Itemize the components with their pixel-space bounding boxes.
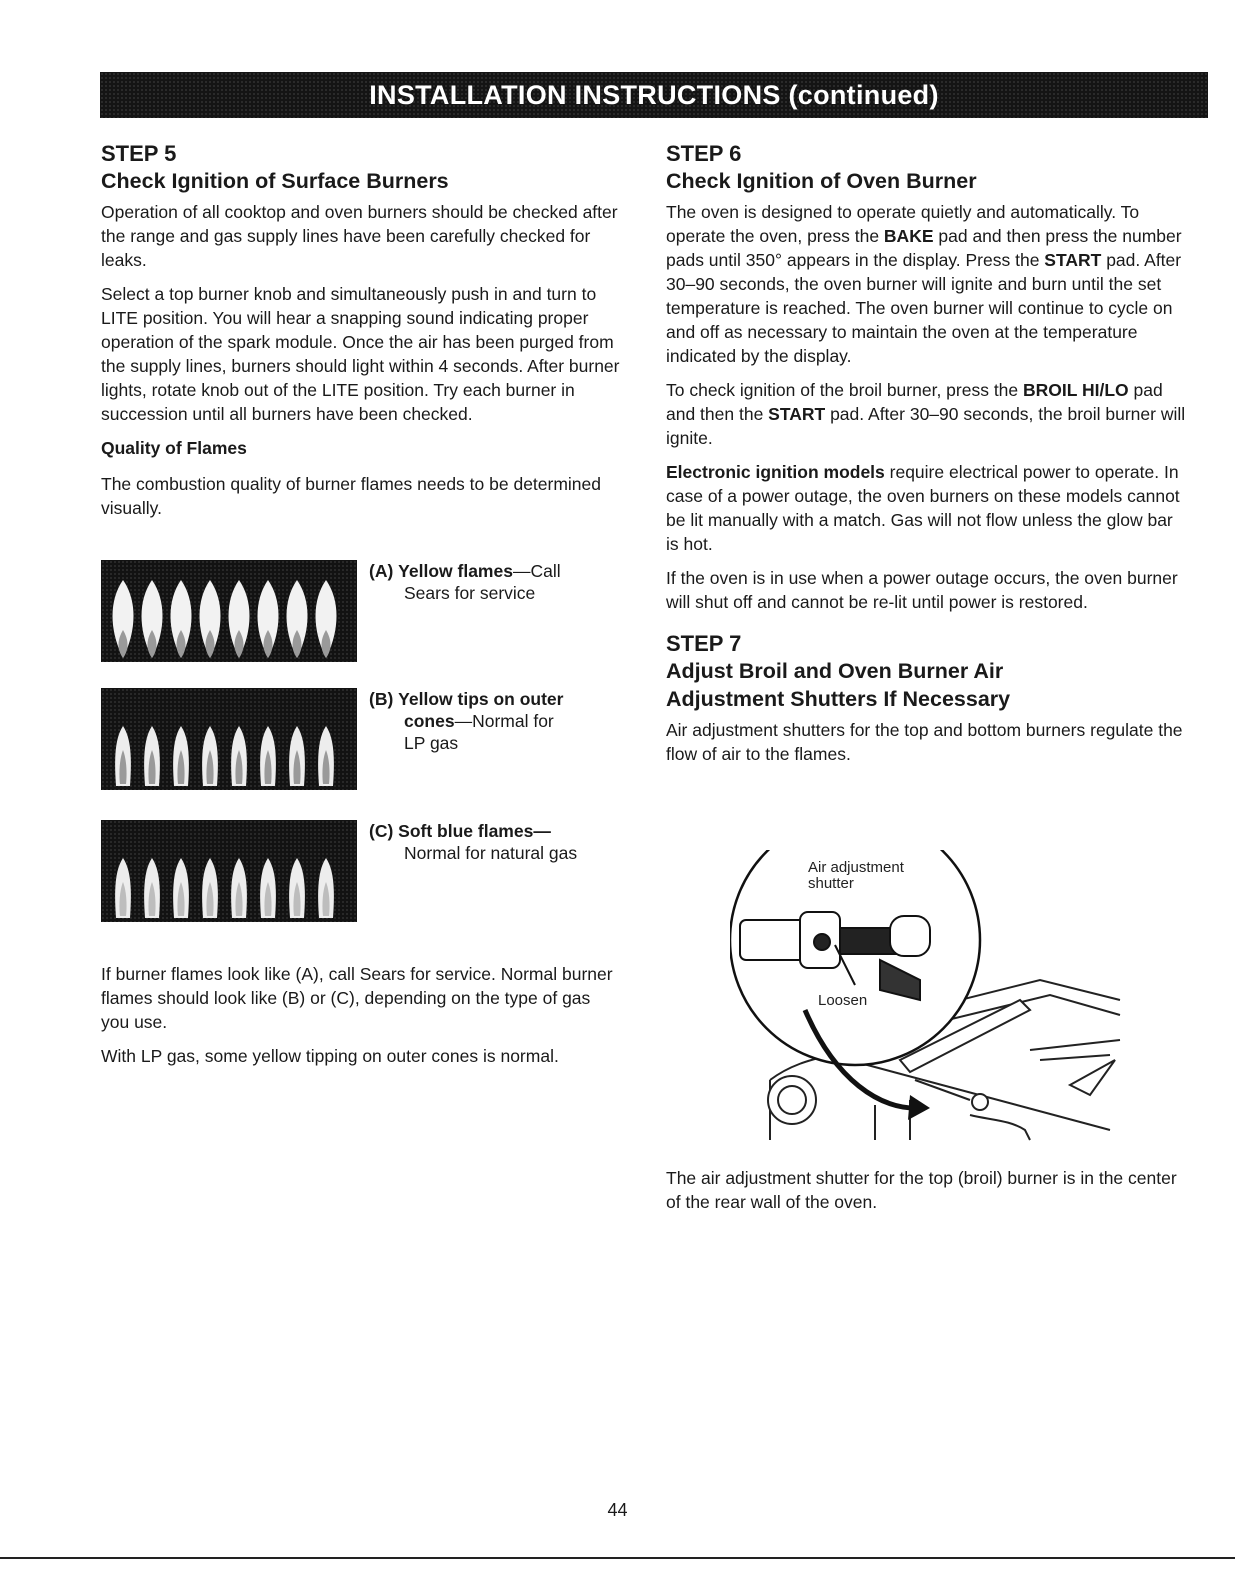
flame-b-tag: (B) xyxy=(369,689,394,709)
flame-icon xyxy=(289,858,305,918)
flame-icon xyxy=(316,580,337,658)
flame-icon xyxy=(318,726,334,786)
flame-caption-a xyxy=(369,560,629,604)
flame-caption-c xyxy=(369,820,629,864)
step7-paragraph-1: Air adjustment shutters for the top and bottom burners regulate the flow of air to the flames. xyxy=(666,720,1183,764)
flame-icon xyxy=(231,726,247,786)
flame-icon xyxy=(260,858,276,918)
step7-conclusion xyxy=(666,1166,1186,1224)
flame-caption-b xyxy=(369,688,629,754)
step6-title: Check Ignition of Oven Burner xyxy=(666,169,977,193)
flame-c-line2: Normal for natural gas xyxy=(404,843,578,863)
step7-title-line2: Adjustment Shutters If Necessary xyxy=(666,687,1011,711)
step7-title-line1: Adjust Broil and Oven Burner Air xyxy=(666,659,1004,683)
yellow-flames-image xyxy=(101,560,357,662)
flame-icon xyxy=(144,858,160,918)
diagram-label-air-adjustment: Air adjustment xyxy=(808,859,904,876)
section-header-title: INSTALLATION INSTRUCTIONS (continued) xyxy=(369,79,939,110)
step6-paragraph-1: The oven is designed to operate quietly and automatically. To operate the oven, press the BAKE pad and then press the number pads until 350° appears in the display. Press the START pad. After 30–90 seconds, the oven burner will ignite and burn until the set temperature is reached. The oven burner will continue to cycle on and off as necessary to maintain the oven at the temperature indicated by the display. xyxy=(666,202,1182,366)
flame-icon xyxy=(173,726,189,786)
flame-b-bold2: cones xyxy=(404,711,455,731)
step5-paragraph-2: Select a top burner knob and simultaneously push in and turn to LITE position. You will hear a snapping sound indicating proper operation of the spark module. Once the air has been purged from the supply lines, burners should light within 4 seconds. After burner lights, rotate knob out of the LITE position. Try each burner in succession until all burners have been checked. xyxy=(101,284,620,424)
flame-icon xyxy=(171,580,192,658)
step5-label: STEP 5 xyxy=(101,141,177,166)
step7-paragraph-2: The air adjustment shutter for the top (broil) burner is in the center of the rear wall of the oven. xyxy=(666,1168,1177,1212)
flame-icon xyxy=(144,726,160,786)
step6-paragraph-3: Electronic ignition models require electrical power to operate. In case of a power outage, the oven burners on these models cannot be lit manually with a match. Gas will not flow unless the glow bar is hot. xyxy=(666,462,1180,554)
flame-a-bold: Yellow flames xyxy=(398,561,513,581)
page-number: 44 xyxy=(607,1500,628,1520)
flame-b-line3: LP gas xyxy=(404,733,459,753)
flame-icon xyxy=(202,726,218,786)
flame-icon xyxy=(229,580,250,658)
step6-label: STEP 6 xyxy=(666,141,742,166)
flame-b-rest: —Normal for xyxy=(454,711,554,731)
bottom-rule xyxy=(0,1557,1235,1559)
flame-icon xyxy=(258,580,279,658)
flame-icon xyxy=(289,726,305,786)
soft-blue-flames-image xyxy=(101,820,357,922)
flame-icon xyxy=(115,858,131,918)
flame-icon xyxy=(115,726,131,786)
step6-paragraph-2: To check ignition of the broil burner, press the BROIL HI/LO pad and then the START pad. After 30–90 seconds, the broil burner will ignite. xyxy=(666,380,1186,448)
diagram-label-shutter: shutter xyxy=(808,875,854,892)
step6-section xyxy=(666,140,1186,776)
yellow-tips-image xyxy=(101,688,357,790)
flame-c-bold: Soft blue flames— xyxy=(398,821,551,841)
step5-conclusion xyxy=(101,962,621,1078)
flame-icon xyxy=(231,858,247,918)
flame-icon xyxy=(173,858,189,918)
flame-icon xyxy=(260,726,276,786)
flame-icon xyxy=(318,858,334,918)
step6-paragraph-4: If the oven is in use when a power outage occurs, the oven burner will shut off and cannot be re-lit until power is restored. xyxy=(666,568,1178,612)
flame-a-tag: (A) xyxy=(369,561,394,581)
diagram-label-loosen: Loosen xyxy=(818,992,868,1009)
section-header-banner xyxy=(100,72,1208,118)
flame-icon xyxy=(202,858,218,918)
step5-title: Check Ignition of Surface Burners xyxy=(101,169,449,193)
flame-b-bold: Yellow tips on outer xyxy=(398,689,564,709)
step5-paragraph-4: With LP gas, some yellow tipping on outer cones is normal. xyxy=(101,1046,559,1066)
flame-icon xyxy=(287,580,308,658)
flame-a-rest: —Call xyxy=(512,561,561,581)
quality-of-flames-text: The combustion quality of burner flames needs to be determined visually. xyxy=(101,474,602,518)
step5-paragraph-3: If burner flames look like (A), call Sears for service. Normal burner flames should look like (B) or (C), depending on the type of gas you use. xyxy=(101,964,613,1032)
step7-label: STEP 7 xyxy=(666,631,742,656)
step5-paragraph-1: Operation of all cooktop and oven burners should be checked after the range and gas supply lines have been carefully checked for leaks. xyxy=(101,202,618,270)
quality-of-flames-heading: Quality of Flames xyxy=(101,438,247,458)
flame-c-tag: (C) xyxy=(369,821,394,841)
flame-a-line2: Sears for service xyxy=(404,583,536,603)
flame-icon xyxy=(200,580,221,658)
flame-icon xyxy=(142,580,163,658)
flame-icon xyxy=(113,580,134,658)
step5-section xyxy=(101,140,621,530)
air-shutter-diagram xyxy=(730,850,1130,1150)
